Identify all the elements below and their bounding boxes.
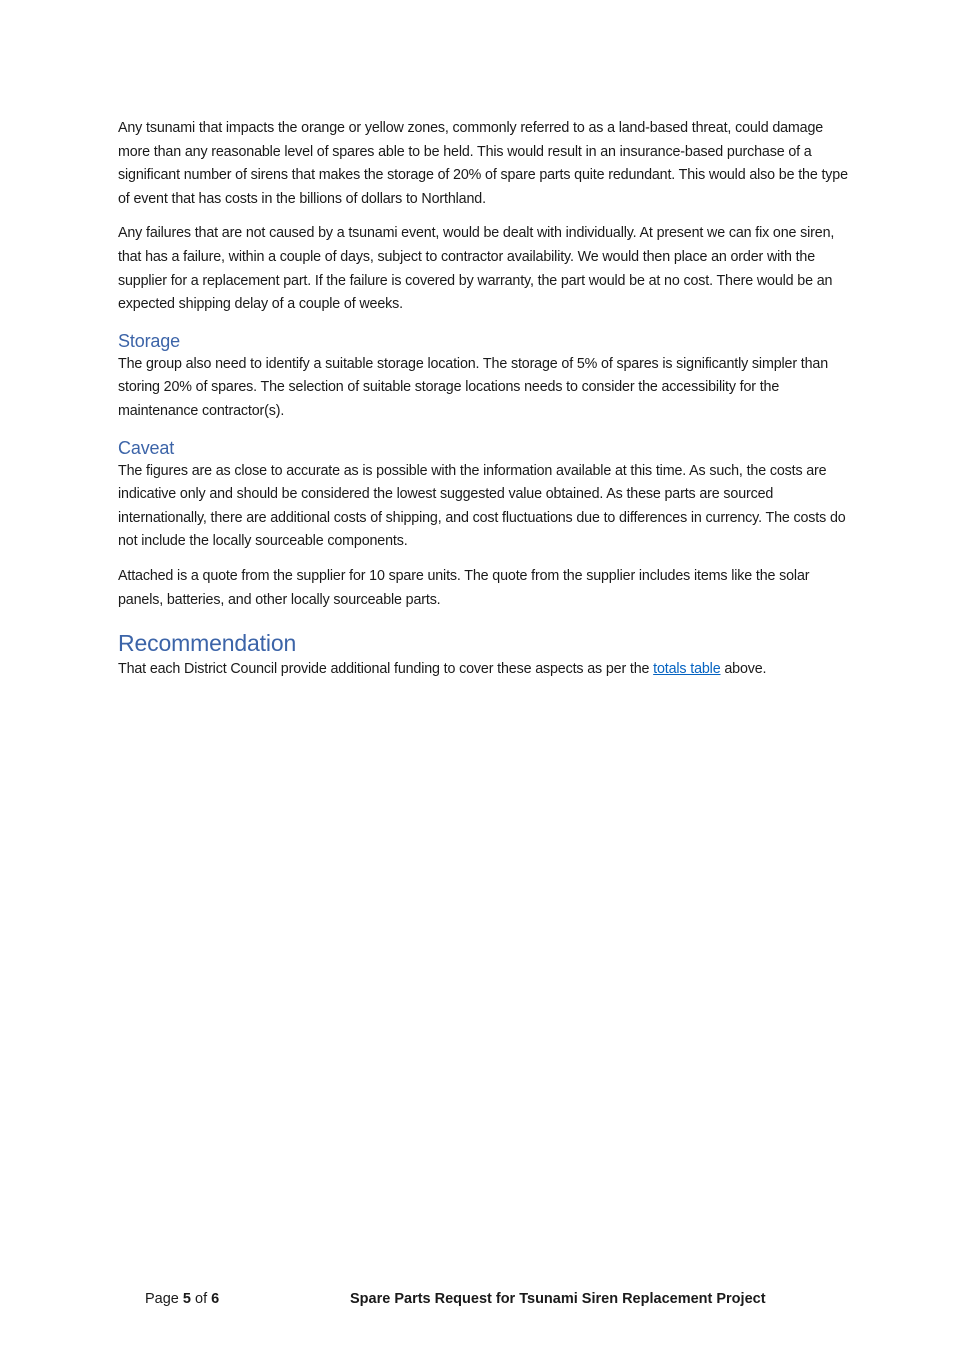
page-number [145,1291,219,1307]
recommendation-text-before: That each District Council provide additional funding to cover these aspects as per the [118,661,654,678]
recommendation-text-after: above. [720,661,767,678]
paragraph-caveat-figures: The figures are as close to accurate as is possible with the information available at this time. As such, the costs are indicative only and should be considered the lowest suggested value obtained. As these parts are sourced internationally, there are additional costs of shipping, and cost fluctuations due to differences in currency. The costs do not include the locally sourceable components. [118,462,846,550]
page-content [118,117,858,693]
paragraph-recommendation [118,658,858,682]
page-current: 5 [182,1291,191,1307]
page-total: 6 [211,1291,220,1307]
paragraph-storage: The group also need to identify a suitable storage location. The storage of 5% of spares is significantly simpler than storing 20% of spares. The selection of suitable storage locations needs to consider the accessibility for the maintenance contractor(s). [118,355,829,419]
of-label: of [190,1291,212,1307]
heading-recommendation: Recommendation [118,630,297,657]
paragraph-land-based-threat: Any tsunami that impacts the orange or yellow zones, commonly referred to as a land-based threat, could damage more than any reasonable level of spares able to be held. This would result in an insurance-based purchase of a significant number of sirens that makes the storage of 20% of spare parts quite redundant. This would also be the type of event that has costs in the billions of dollars to Northland. [118,120,848,207]
footer-document-title: Spare Parts Request for Tsunami Siren Replacement Project [350,1291,766,1307]
totals-table-link[interactable]: totals table [653,661,721,678]
paragraph-individual-failures: Any failures that are not caused by a tsunami event, would be dealt with individually. At present we can fix one siren, that has a failure, within a couple of days, subject to contractor availability. We would then place an order with the supplier for a replacement part. If the failure is covered by warranty, the part would be at no cost. There would be an expected shipping delay of a couple of weeks. [118,225,835,313]
heading-storage: Storage [118,330,180,351]
heading-caveat: Caveat [118,437,175,458]
page-label: Page [145,1291,183,1307]
paragraph-caveat-quote: Attached is a quote from the supplier for 10 spare units. The quote from the supplier includes items like the solar panels, batteries, and other locally sourceable parts. [118,567,810,608]
